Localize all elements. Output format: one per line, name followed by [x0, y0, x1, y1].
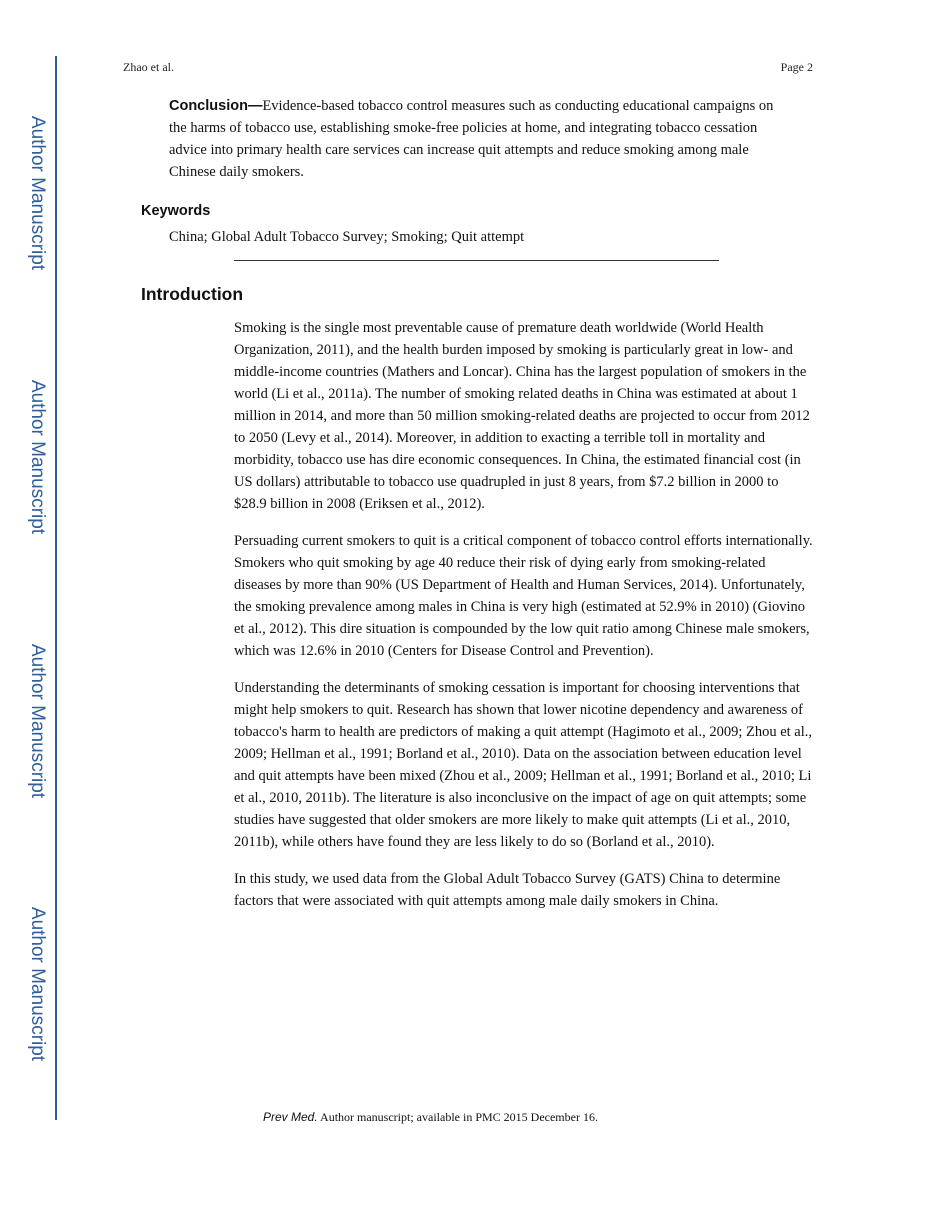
- running-head-authors: Zhao et al.: [123, 60, 174, 74]
- conclusion-label: Conclusion—: [169, 98, 263, 114]
- section-divider: [234, 260, 719, 261]
- keywords-heading: Keywords: [141, 203, 211, 219]
- keywords-text: China; Global Adult Tobacco Survey; Smoking; Quit attempt: [169, 229, 525, 245]
- abstract-conclusion: [169, 95, 789, 183]
- page-footer: [263, 1110, 598, 1125]
- body-paragraph: Understanding the determinants of smoking cessation is important for choosing interventions that might help smokers to quit. Research has shown that lower nicotine dependency and awareness of tobacco's harm to health are predictors of making a quit attempt (Hagimoto et al., 2009; Zhou et al., 2009; Hellman et al., 1991; Borland et al., 2010). Data on the association between education level and quit attempts have been mixed (Zhou et al., 2009; Hellman et al., 1991; Borland et al., 2010; Li et al., 2010, 2011b). The literature is also inconclusive on the impact of age on quit attempts; some studies have suggested that older smokers are more likely to make quit attempts (Li et al., 2010, 2011b), while others have found they are less likely to do so (Borland et al., 2010).: [234, 680, 813, 850]
- page-number: Page 2: [780, 60, 813, 74]
- body-paragraph: In this study, we used data from the Global Adult Tobacco Survey (GATS) China to determine factors that were associated with quit attempts among male daily smokers in China.: [234, 871, 781, 909]
- conclusion-text: Evidence-based tobacco control measures such as conducting educational campaigns on the harms of tobacco use, establishing smoke-free policies at home, and integrating tobacco cessation advice into primary health care services can increase quit attempts and reduce smoking among male Chinese daily smokers.: [169, 98, 774, 180]
- footer-text: Author manuscript; available in PMC 2015 December 16.: [317, 1110, 598, 1124]
- introduction-body: [234, 317, 814, 927]
- body-paragraph: Persuading current smokers to quit is a critical component of tobacco control efforts internationally. Smokers who quit smoking by age 40 reduce their risk of dying early from smoking-related diseases by more than 90% (US Department of Health and Human Services, 2014). Unfortunately, the smoking prevalence among males in China is very high (estimated at 52.9% in 2010) (Giovino et al., 2012). This dire situation is compounded by the low quit ratio among Chinese male smokers, which was 12.6% in 2010 (Centers for Disease Control and Prevention).: [234, 533, 813, 659]
- body-paragraph: Smoking is the single most preventable cause of premature death worldwide (World Health Organization, 2011), and the health burden imposed by smoking is particularly great in low- and middle-income countries (Mathers and Loncar). China has the largest population of smokers in the world (Li et al., 2011a). The number of smoking related deaths in China was estimated at about 1 million in 2014, and more than 50 million smoking-related deaths are projected to occur from 2012 to 2050 (Levy et al., 2014). Moreover, in addition to exacting a terrible toll in mortality and morbidity, tobacco use has dire economic consequences. In China, the estimated financial cost (in US dollars) attributable to tobacco use quadrupled in just 8 years, from $7.2 billion in 2000 to $28.9 billion in 2008 (Eriksen et al., 2012).: [234, 320, 810, 512]
- footer-journal: Prev Med.: [263, 1110, 318, 1124]
- introduction-heading: Introduction: [141, 284, 244, 304]
- margin-rule: [55, 56, 57, 1120]
